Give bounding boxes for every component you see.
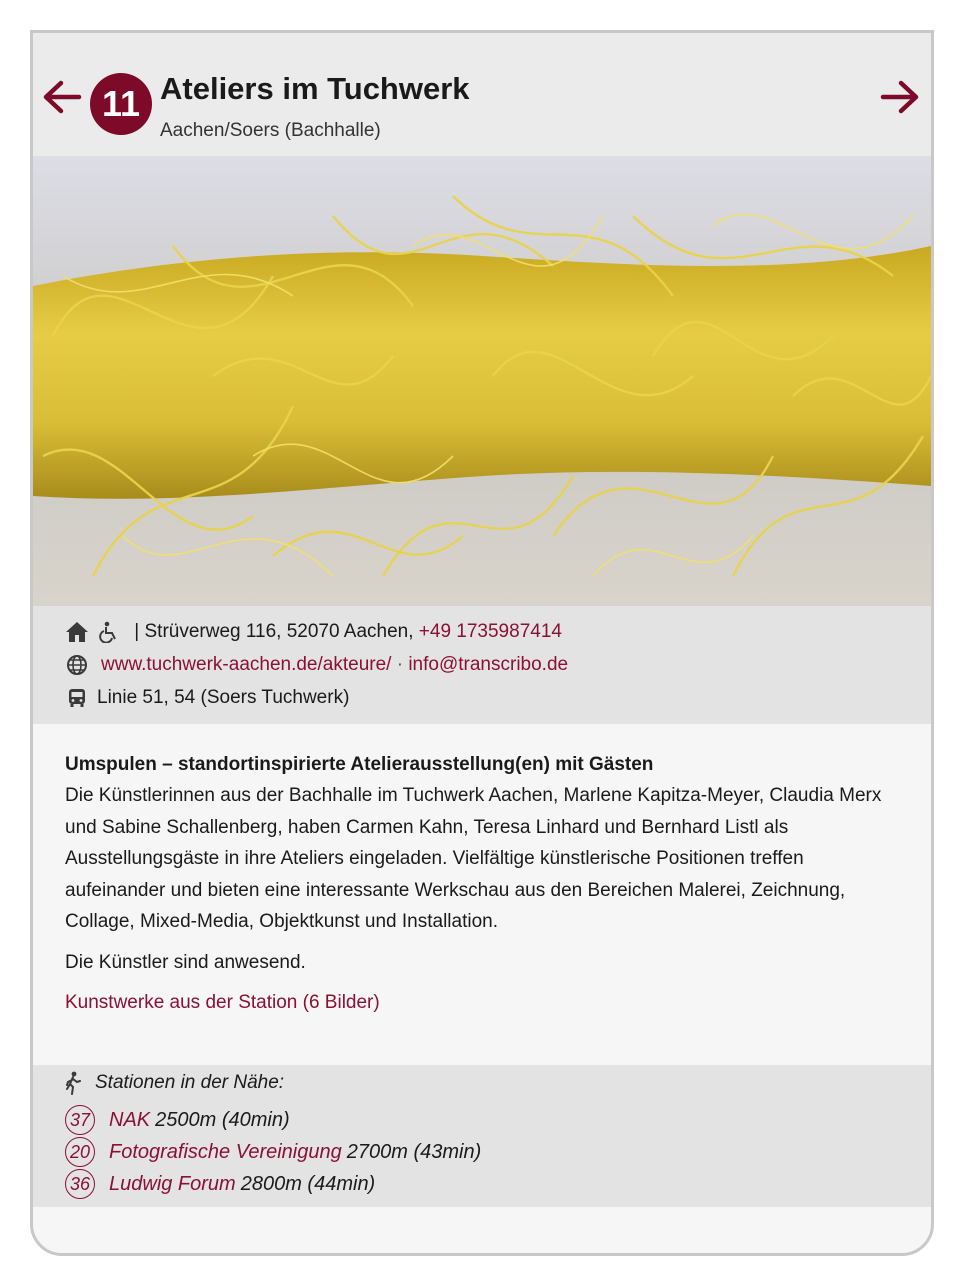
station-subtitle: Aachen/Soers (Bachhalle) (160, 120, 381, 141)
nearby-heading (63, 1071, 284, 1095)
yarn-photo-image (33, 156, 931, 606)
wheelchair-icon (97, 620, 121, 644)
station-photo[interactable] (33, 156, 931, 606)
transit-row (65, 686, 349, 710)
transit-text: Linie 51, 54 (Soers Tuchwerk) (97, 687, 350, 708)
nearby-number-badge: 37 (65, 1105, 95, 1135)
station-info-panel (33, 606, 931, 724)
address-text: | Strüverweg 116, 52070 Aachen, (129, 621, 419, 642)
exhibition-body: Die Künstlerinnen aus der Bachhalle im Tuchwerk Aachen, Marlene Kapitza-Meyer, Claudia Merx und Sabine Schallenberg, haben Carmen Kahn, Teresa Linhard und Bernhard Listl als Ausstellungsgäste in ihre Ateliers eingeladen. Vielfältige künstlerische Positionen treffen aufeinander und bieten eine interessante Werkschau aus den Bereichen Malerei, Zeichnung, Collage, Mixed-Media, Objektkunst und Installation. (65, 785, 882, 932)
address-row (65, 620, 562, 644)
arrow-right-icon[interactable] (879, 77, 921, 117)
bus-icon (65, 686, 89, 710)
separator-dot: · (391, 654, 409, 675)
nearby-number-badge: 20 (65, 1137, 95, 1167)
phone-link[interactable]: +49 1735987414 (418, 621, 562, 642)
website-link[interactable]: www.tuchwerk-aachen.de/akteure/ (101, 654, 392, 675)
artists-present-note: Die Künstler sind anwesend. (65, 951, 306, 973)
nearby-station-link[interactable]: Fotografische Vereinigung (109, 1140, 342, 1163)
station-card (30, 30, 934, 1256)
nearby-item[interactable] (65, 1137, 481, 1167)
globe-icon (65, 653, 89, 677)
nearby-stations-panel (33, 1065, 931, 1207)
nearby-distance: 2800m (44min) (240, 1172, 376, 1195)
nearby-item[interactable] (65, 1105, 290, 1135)
nearby-station-link[interactable]: Ludwig Forum (109, 1172, 236, 1195)
arrow-left-icon[interactable] (41, 77, 83, 117)
nearby-heading-text: Stationen in der Nähe: (95, 1072, 285, 1093)
home-icon (65, 620, 89, 644)
nearby-distance: 2500m (40min) (155, 1108, 290, 1131)
contact-row (65, 653, 568, 677)
nearby-number-badge: 36 (65, 1169, 95, 1199)
station-title: Ateliers im Tuchwerk (160, 71, 470, 106)
station-header (33, 33, 931, 156)
walking-icon (63, 1071, 87, 1095)
email-link[interactable]: info@transcribo.de (408, 654, 569, 675)
station-description (65, 750, 905, 1018)
station-number-badge: 11 (90, 73, 152, 135)
nearby-station-link[interactable]: NAK (109, 1108, 151, 1131)
nearby-distance: 2700m (43min) (346, 1140, 482, 1163)
exhibition-title: Umspulen – standortinspirierte Atelierausstellung(en) mit Gästen (65, 754, 654, 775)
artworks-link[interactable]: Kunstwerke aus der Station (6 Bilder) (65, 991, 380, 1013)
nearby-item[interactable] (65, 1169, 375, 1199)
